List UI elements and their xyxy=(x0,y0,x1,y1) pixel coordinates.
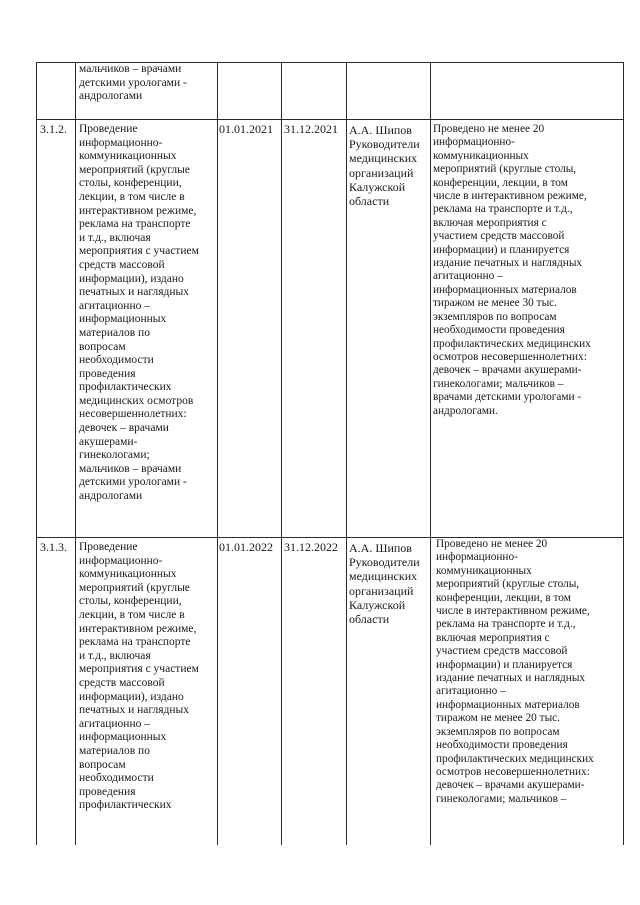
row-2-end-date: 31.12.2022 xyxy=(284,540,338,554)
row-2-start-date: 01.01.2022 xyxy=(219,540,273,554)
column-border-event xyxy=(217,62,218,845)
row-2-number: 3.1.3. xyxy=(40,540,67,554)
row-1-number: 3.1.2. xyxy=(40,122,67,136)
row-2-responsible: А.А. Шипов Руководители медицинских организаций Калужской области xyxy=(349,541,420,627)
row-2-result: Проведено не менее 20 информационно- коммуникационных мероприятий (круглые столы, конференции, лекции, в том числе в интерактивном режиме, реклама на транспорте и т.д., включая мероприятия с участием средств массовой информации) и планируется издание печатных и наглядных агитационно – информационных материалов тиражом не менее 20 тыс. экземпляров по вопросам необходимости проведения профилактических медицинских осмотров несовершеннолетних: девочек – врачами акушерами- гинекологами; мальчиков – xyxy=(436,538,594,805)
column-border-start xyxy=(281,62,282,845)
column-border-end xyxy=(346,62,347,845)
row-1-result: Проведено не менее 20 информационно- коммуникационных мероприятий (круглые столы, конференции, лекции, в том числе в интерактивном режиме, реклама на транспорте и т.д., включая мероприятия с участием средств массовой информации) и планируется издание печатных и наглядных агитационно – информационных материалов тиражом не менее 30 тыс. экземпляров по вопросам необходимости проведения профилактических медицинских осмотров несовершеннолетних: девочек – врачами акушерами- гинекологами; мальчиков – врачами детскими урологами - андрологами. xyxy=(433,123,591,417)
row-divider-1 xyxy=(36,119,624,120)
row-2-event: Проведение информационно- коммуникационных мероприятий (круглые столы, конференции, лекции, в том числе в интерактивном режиме, реклама на транспорте и т.д., включая мероприятия с участием средств массовой информации), издано печатных и наглядных агитационно – информационных материалов по вопросам необходимости проведения профилактических xyxy=(79,541,199,812)
row-1-event: Проведение информационно- коммуникационных мероприятий (круглые столы, конференции, лекции, в том числе в интерактивном режиме, реклама на транспорте и т.д., включая мероприятия с участием средств массовой информации), издано печатных и наглядных агитационно – информационных материалов по вопросам необходимости проведения профилактических медицинских осмотров несовершеннолетних: девочек – врачами акушерами- гинекологами; мальчиков – врачами детскими урологами - андрологами xyxy=(79,123,199,503)
row-1-start-date: 01.01.2021 xyxy=(219,122,273,136)
row-1-end-date: 31.12.2021 xyxy=(284,122,338,136)
row-0-event: мальчиков – врачами детскими урологами - андрологами xyxy=(79,63,187,103)
column-border-right xyxy=(623,62,624,845)
column-border-left xyxy=(36,62,37,845)
row-1-responsible: А.А. Шипов Руководители медицинских организаций Калужской области xyxy=(349,123,420,209)
column-border-num xyxy=(75,62,76,845)
